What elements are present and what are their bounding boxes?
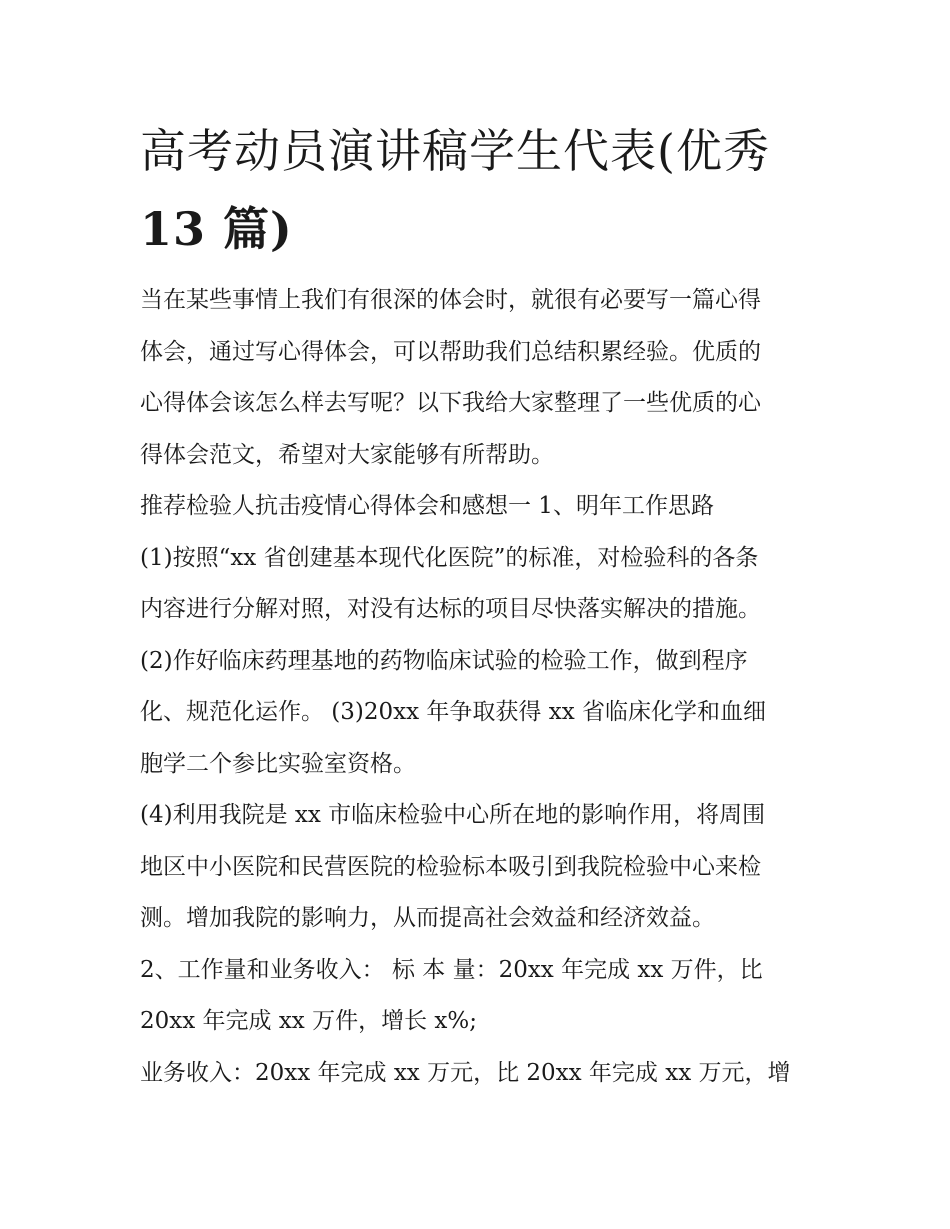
text-line: 心得体会该怎么样去写呢？以下我给大家整理了一些优质的心 bbox=[140, 390, 761, 416]
text-line: 胞学二个参比实验室资格。 bbox=[140, 750, 416, 777]
text-line: 化、规范化运作。 (3)20xx 年争取获得 xx 省临床化学和血细 bbox=[140, 699, 766, 725]
text-line: 得体会范文，希望对大家能够有所帮助。 bbox=[140, 441, 554, 468]
text-line: 当在某些事情上我们有很深的体会时，就很有必要写一篇心得 bbox=[140, 287, 761, 313]
text-line: 地区中小医院和民营医院的检验标本吸引到我院检验中心来检 bbox=[140, 853, 761, 880]
text-line: 体会，通过写心得体会，可以帮助我们总结积累经验。优质的 bbox=[140, 338, 761, 365]
title-line-2: 13 篇) bbox=[140, 202, 293, 256]
title-line-1: 高考动员演讲稿学生代表(优秀 bbox=[140, 124, 770, 178]
text-line: 业务收入：20xx 年完成 xx 万元，比 20xx 年完成 xx 万元，增 bbox=[140, 1059, 791, 1086]
text-line: 20xx 年完成 xx 万件，增长 x%; bbox=[140, 1008, 477, 1034]
text-line: 内容进行分解对照，对没有达标的项目尽快落实解决的措施。 bbox=[140, 596, 761, 622]
text-line: (2)作好临床药理基地的药物临床试验的检验工作，做到程序 bbox=[140, 647, 748, 674]
text-line: 测。增加我院的影响力，从而提高社会效益和经济效益。 bbox=[140, 905, 715, 931]
text-line: (4)利用我院是 xx 市临床检验中心所在地的影响作用，将周围 bbox=[140, 802, 766, 828]
document-title bbox=[140, 112, 830, 268]
text-line: 推荐检验人抗击疫情心得体会和感想一 1、明年工作思路 bbox=[140, 493, 714, 519]
text-line: (1)按照“xx 省创建基本现代化医院”的标准，对检验科的各条 bbox=[140, 544, 759, 571]
document-body bbox=[140, 275, 820, 1099]
text-line: 2、工作量和业务收入： 标 本 量：20xx 年完成 xx 万件，比 bbox=[140, 956, 763, 983]
